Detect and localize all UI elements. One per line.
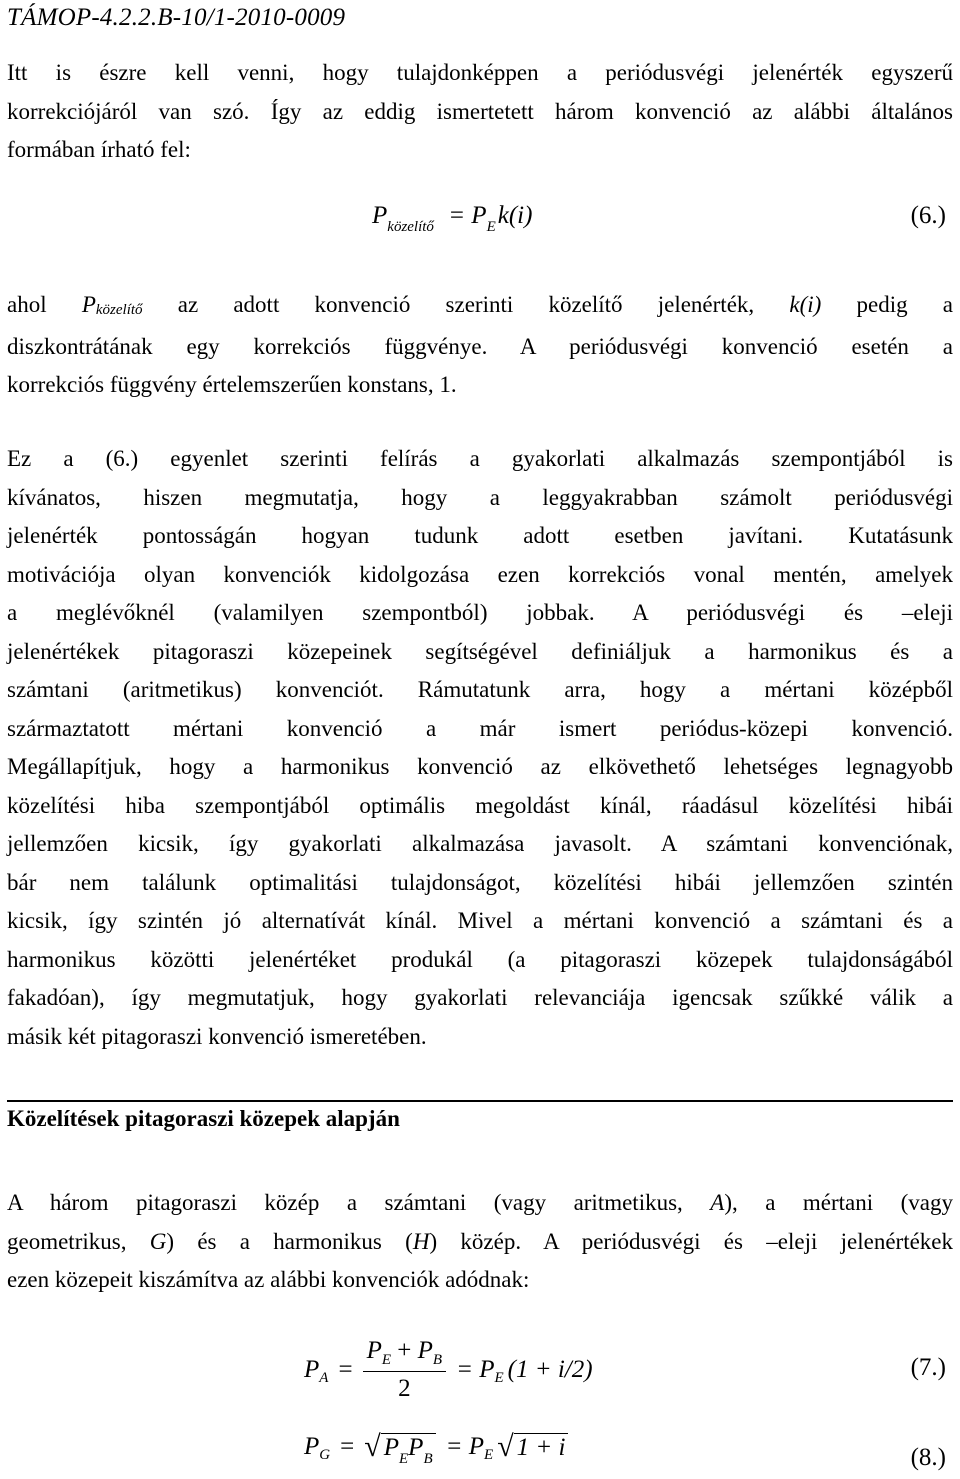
text-line: másik két pitagoraszi konvenció ismeretében. — [7, 1023, 427, 1049]
text-line: harmonikus közötti jelenértéket produkál (a pitagoraszi közepek tulajdonságából — [7, 946, 953, 972]
text-line: kívánatos, hiszen megmutatja, hogy a leggyakrabban számolt periódusvégi — [7, 484, 953, 510]
text-line: kicsik, így szintén jó alternatívát kínál. Mivel a mértani konvenció a számtani és a — [7, 908, 953, 933]
text-line: a meglévőknél (valamilyen szempontból) jobbak. A periódusvégi és –eleji — [7, 600, 953, 625]
text-line: korrekciójáról van szó. Így az eddig ismertetett három konvenció az alábbi általános — [7, 98, 953, 124]
equation-6 — [372, 202, 533, 235]
fraction: $\frac{P_E + P_B}{2}$ — [363, 1334, 447, 1406]
eq-symbol: k(i) — [497, 202, 533, 229]
paragraph-motivation — [7, 440, 953, 1056]
text-line: jellemzően kicsik, így gyakorlati alkalmazása javasolt. A számtani konvenciónak, — [7, 831, 953, 856]
section-heading: Közelítések pitagoraszi közepek alapján — [7, 1106, 400, 1131]
text-line: geometrikus, G) és a harmonikus (H) közép. A periódusvégi és –eleji jelenértékek — [7, 1228, 954, 1254]
text-line: formában írható fel: — [7, 137, 191, 162]
text-line: közelítési hiba szempontjából optimális megoldást kínál, ráadásul közelítési hibái — [7, 792, 953, 818]
equation-number-8: (8.) — [910, 1444, 946, 1471]
text-line: számtani (aritmetikus) konvenciót. Rámutatunk arra, hogy a mértani középből — [7, 677, 953, 702]
radical: $P_EP_B$ — [381, 1433, 436, 1462]
equation-7: P A = $\frac{P_E + P_B}{2}$ = P E (1 + i/2) — [304, 1334, 593, 1406]
paragraph-intro — [7, 54, 953, 170]
text-line: ahol Pközelítő az adott konvenció szerinti közelítő jelenérték, k(i) pedig a — [7, 292, 953, 318]
eq-subscript: közelítő — [387, 219, 434, 235]
eq-symbol: = P — [448, 202, 487, 229]
text-line: A három pitagoraszi közép a számtani (vagy aritmetikus, A), a mértani (vagy — [7, 1190, 953, 1215]
equation-number-6: (6.) — [910, 202, 946, 229]
text-line: motivációja olyan konvenciók kidolgozása ezen korrekciós vonal mentén, amelyek — [7, 561, 953, 587]
text-line: jelenérték pontosságán hogyan tudunk adott esetben javítani. Kutatásunk — [7, 523, 953, 548]
eq-symbol: P — [372, 202, 388, 229]
paragraph-pythagorean — [7, 1184, 953, 1300]
equation-number-7: (7.) — [910, 1354, 946, 1381]
text-line: korrekciós függvény értelemszerűen konstans, 1. — [7, 372, 457, 397]
paragraph-definition — [7, 286, 953, 405]
text-line: Megállapítjuk, hogy a harmonikus konvenció az elkövethető lehetséges legnagyobb — [7, 754, 953, 779]
text-line: bár nem találunk optimalitási tulajdonságot, közelítési hibái jellemzően szintén — [7, 869, 953, 895]
text-line: származtatott mértani konvenció a már ismert periódus-közepi konvenció. — [7, 715, 953, 741]
page-header: TÁMOP-4.2.2.B-10/1-2010-0009 — [7, 4, 346, 31]
text-line: jelenértékek pitagoraszi közepeinek segítségével definiáljuk a harmonikus és a — [7, 638, 953, 664]
section-divider — [7, 1100, 953, 1102]
text-line: Itt is észre kell venni, hogy tulajdonképpen a periódusvégi jelenérték egyszerű — [7, 60, 953, 85]
text-line: Ez a (6.) egyenlet szerinti felírás a gyakorlati alkalmazás szempontjából is — [7, 446, 953, 471]
radical: 1 + i — [514, 1433, 569, 1462]
equation-8: P G = √ $P_EP_B$ = P E √ 1 + i — [304, 1430, 568, 1464]
text-line: fakadóan), így megmutatjuk, hogy gyakorlati relevanciája igencsak szűkké válik a — [7, 985, 953, 1010]
eq-subscript: E — [486, 219, 496, 235]
text-line: diszkontrátának egy korrekciós függvénye. A periódusvégi konvenció esetén a — [7, 333, 953, 359]
text-line: ezen közepeit kiszámítva az alábbi konvenciók adódnak: — [7, 1267, 530, 1292]
